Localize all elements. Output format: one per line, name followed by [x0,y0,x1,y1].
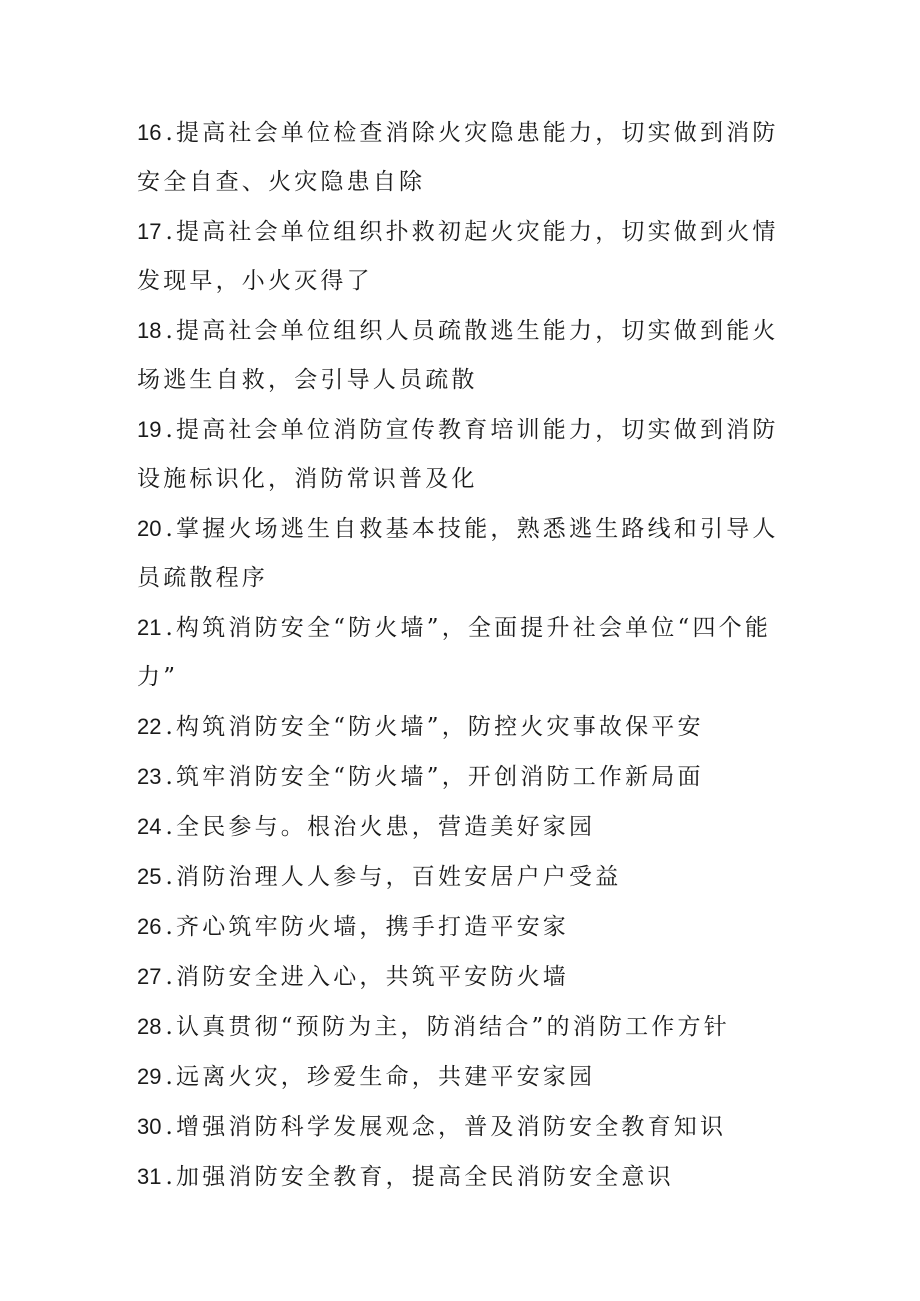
list-item [137,1002,787,1052]
list-item [137,952,787,1002]
item-text: .增强消防科学发展观念，普及消防安全教育知识 [165,1114,727,1140]
list-item [137,802,787,852]
item-text: .构筑消防安全“防火墙”，全面提升社会单位“四个能力” [137,615,772,690]
item-text: .消防治理人人参与，百姓安居户户受益 [165,864,622,890]
item-text: .提高社会单位组织扑救初起火灾能力，切实做到火情发现早，小火灭得了 [137,219,779,294]
list-item [137,702,787,752]
item-number: 26 [137,914,162,939]
item-number: 20 [137,516,162,541]
item-text: .掌握火场逃生自救基本技能，熟悉逃生路线和引导人员疏散程序 [137,516,779,591]
item-number: 27 [137,964,162,989]
item-number: 31 [137,1164,162,1189]
item-text: .齐心筑牢防火墙，携手打造平安家 [165,914,569,940]
item-text: .全民参与。根治火患，营造美好家园 [165,814,596,840]
list-item [137,1102,787,1152]
list-item [137,852,787,902]
item-text: .消防安全进入心，共筑平安防火墙 [165,964,569,990]
item-number: 30 [137,1114,162,1139]
list-item [137,902,787,952]
list-item [137,207,787,306]
list-item [137,504,787,603]
slogan-list [137,108,787,1202]
list-item [137,306,787,405]
item-text: .远离火灾，珍爱生命，共建平安家园 [165,1064,596,1090]
item-number: 22 [137,714,162,739]
item-number: 16 [137,120,162,145]
list-item [137,1152,787,1202]
item-number: 21 [137,615,162,640]
item-number: 19 [137,417,162,442]
item-text: .加强消防安全教育，提高全民消防安全意识 [165,1164,674,1190]
item-text: .认真贯彻“预防为主，防消结合”的消防工作方针 [165,1014,730,1040]
item-number: 18 [137,318,162,343]
list-item [137,108,787,207]
list-item [137,603,787,702]
item-number: 23 [137,764,162,789]
item-text: .提高社会单位消防宣传教育培训能力，切实做到消防设施标识化，消防常识普及化 [137,417,779,492]
item-number: 24 [137,814,162,839]
list-item [137,752,787,802]
item-number: 29 [137,1064,162,1089]
item-number: 17 [137,219,162,244]
list-item [137,1052,787,1102]
item-text: .构筑消防安全“防火墙”，防控火灾事故保平安 [165,714,704,740]
item-text: .筑牢消防安全“防火墙”，开创消防工作新局面 [165,764,704,790]
item-number: 25 [137,864,162,889]
item-number: 28 [137,1014,162,1039]
item-text: .提高社会单位组织人员疏散逃生能力，切实做到能火场逃生自救，会引导人员疏散 [137,318,779,393]
item-text: .提高社会单位检查消除火灾隐患能力，切实做到消防安全自查、火灾隐患自除 [137,120,779,195]
list-item [137,405,787,504]
